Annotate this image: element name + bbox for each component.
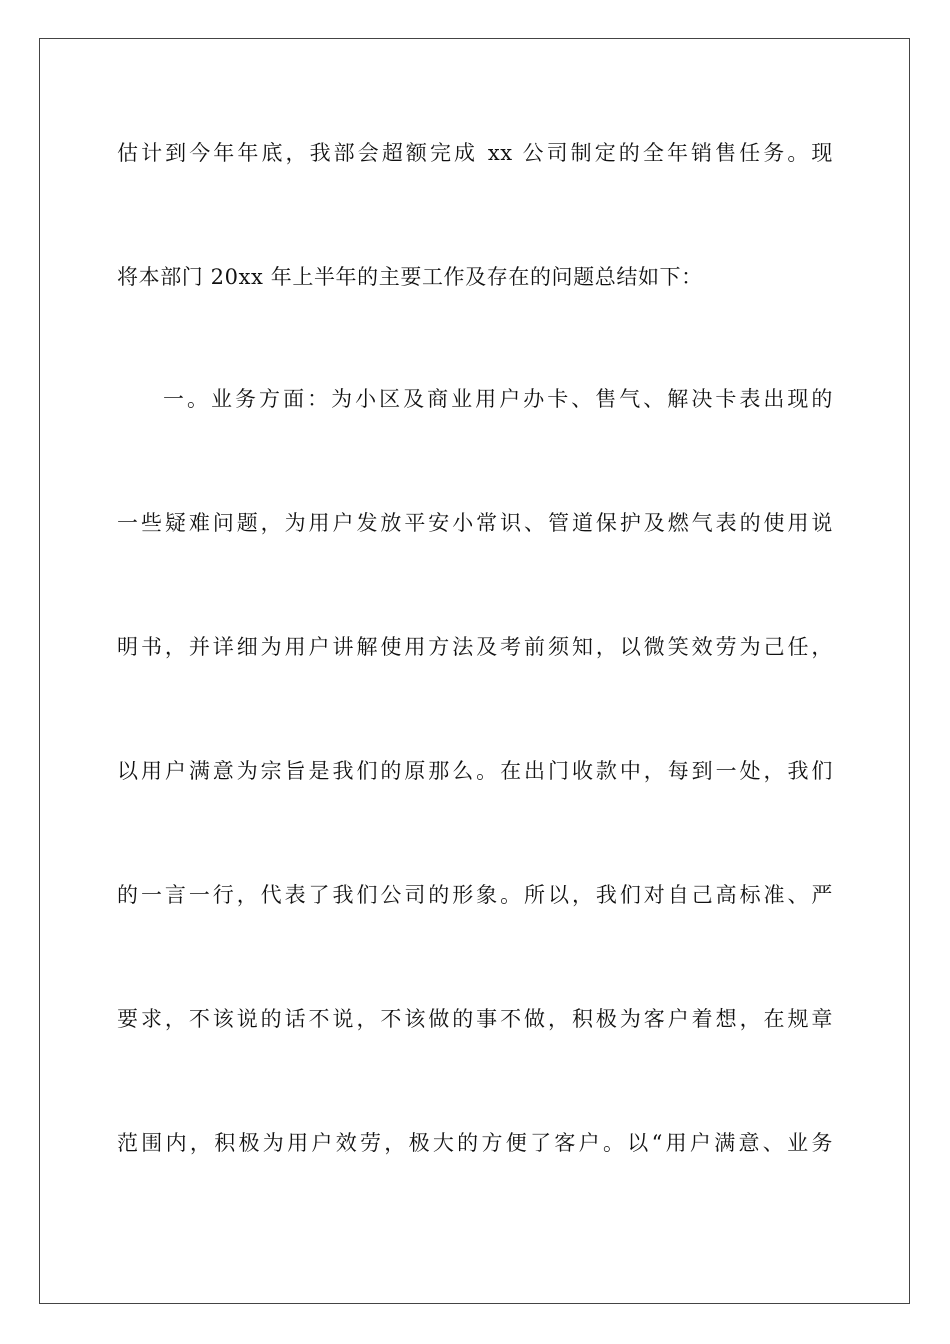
text-line-7: 的一言一行，代表了我们公司的形象。所以，我们对自己高标准、严 [117, 883, 833, 907]
text-line-8: 要求，不该说的话不说，不该做的事不做，积极为客户着想，在规章 [117, 1007, 833, 1031]
text-line-5: 明书，并详细为用户讲解使用方法及考前须知，以微笑效劳为己任， [117, 635, 833, 659]
text-line-1: 估计到今年年底，我部会超额完成 xx 公司制定的全年销售任务。现 [117, 141, 833, 165]
text-line-3: 一。业务方面：为小区及商业用户办卡、售气、解决卡表出现的 [163, 387, 833, 411]
text-line-6: 以用户满意为宗旨是我们的原那么。在出门收款中，每到一处，我们 [117, 759, 833, 783]
text-line-9: 范围内，积极为用户效劳，极大的方便了客户。以“用户满意、业务 [117, 1131, 833, 1155]
page-frame [39, 38, 910, 1304]
text-line-2: 将本部门 20xx 年上半年的主要工作及存在的问题总结如下： [117, 265, 703, 289]
text-line-4: 一些疑难问题，为用户发放平安小常识、管道保护及燃气表的使用说 [117, 511, 833, 535]
